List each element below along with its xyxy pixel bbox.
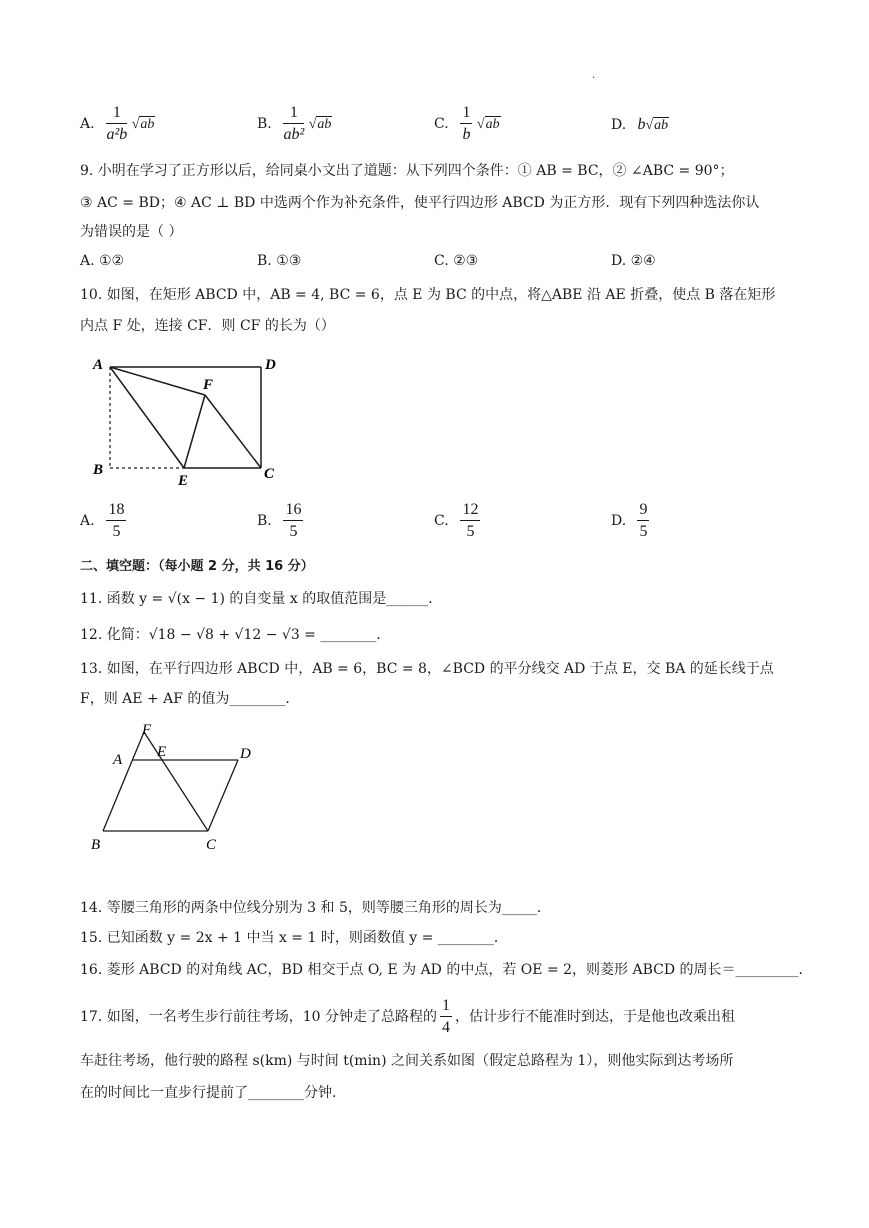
q10-line-1: 10. 如图，在矩形 ABCD 中，AB = 4, BC = 6，点 E 为 BC 的中点，将△ABE 沿 AE 折叠，使点 B 落在矩形: [80, 287, 776, 303]
segment-dc: [208, 760, 238, 831]
q14: 14. 等腰三角形的两条中位线分别为 3 和 5，则等腰三角形的周长为_____．: [80, 900, 551, 916]
radicand: ab: [485, 117, 500, 132]
label-b: B: [93, 462, 104, 478]
fraction: [440, 998, 452, 1036]
q13-line-2: F，则 AE + AF 的值为________．: [80, 691, 300, 707]
fraction: [460, 502, 480, 540]
label-a: A: [93, 357, 104, 373]
numerator: 16: [283, 502, 303, 521]
option-label: A.: [80, 513, 95, 529]
radicand: ab: [140, 117, 155, 132]
q15: 15. 已知函数 y = 2x + 1 中当 x = 1 时，则函数值 y = ________．: [80, 930, 508, 946]
fraction: [637, 502, 649, 540]
numerator: 18: [106, 502, 126, 521]
segment-fc: [205, 395, 261, 468]
option-label: D.: [611, 117, 627, 133]
coefficient: b: [637, 116, 646, 133]
label-e: E: [178, 473, 189, 489]
label-f: F: [203, 377, 214, 393]
q9-option-d: D. ②④: [611, 253, 656, 269]
label-d: D: [240, 746, 251, 762]
radicand: ab: [317, 117, 332, 132]
q17-line-3: 在的时间比一直步行提前了________分钟．: [80, 1085, 346, 1101]
header-dot: .: [592, 70, 596, 81]
option-label: B.: [257, 513, 272, 529]
denominator: ab²: [283, 126, 305, 143]
q11: 11. 函数 y = √(x − 1) 的自变量 x 的取值范围是______．: [80, 591, 443, 607]
numerator: 9: [637, 502, 649, 521]
label-f: F: [142, 722, 152, 738]
numerator: 1: [106, 105, 127, 124]
q13-parallelogram-figure: [85, 718, 270, 858]
segment-fc: [144, 732, 208, 831]
fraction: [106, 105, 127, 143]
q9-option-b: B. ①③: [257, 253, 302, 269]
label-a: A: [113, 752, 123, 768]
q10-option-a: [80, 502, 126, 540]
option-label: C.: [434, 513, 449, 529]
label-d: D: [265, 357, 276, 373]
q17-line-1: [80, 998, 735, 1036]
numerator: 1: [460, 105, 472, 124]
q9-option-c: C. ②③: [434, 253, 479, 269]
fraction: [283, 502, 303, 540]
q8-option-b: [257, 105, 332, 143]
segment-fe: [184, 395, 205, 468]
label-c: C: [206, 837, 217, 853]
q17-text-pre: 17. 如图，一名考生步行前往考场，10 分钟走了总路程的: [80, 1009, 437, 1025]
numerator: 12: [460, 502, 480, 521]
option-label: A.: [80, 116, 95, 132]
denominator: 5: [639, 523, 648, 540]
q8-option-d: [611, 116, 669, 134]
option-label: C.: [434, 116, 449, 132]
q10-option-c: [434, 502, 480, 540]
sqrt: √ab: [308, 117, 332, 132]
denominator: 5: [112, 523, 121, 540]
sqrt: √ab: [645, 118, 669, 133]
segment-ae: [110, 367, 184, 468]
numerator: 1: [440, 998, 452, 1017]
q8-option-c: [434, 105, 501, 143]
sqrt: √ab: [131, 117, 155, 132]
label-c: C: [264, 466, 275, 482]
q9-option-a: A. ①②: [80, 253, 125, 269]
q10-line-2: 内点 F 处，连接 CF．则 CF 的长为（）: [80, 318, 335, 334]
label-e: E: [157, 744, 167, 760]
q9-line-3: 为错误的是（ ）: [80, 224, 183, 240]
q16: 16. 菱形 ABCD 的对角线 AC，BD 相交于点 O, E 为 AD 的中点，若 OE = 2，则菱形 ABCD 的周长＝_________．: [80, 962, 813, 978]
option-label: B.: [257, 116, 272, 132]
q9-line-1: 9. 小明在学习了正方形以后，给同桌小文出了道题：从下列四个条件：① AB = BC，② ∠ABC = 90°；: [80, 163, 734, 179]
q10-rectangle-figure: [85, 350, 285, 490]
label-b: B: [91, 837, 101, 853]
q13-line-1: 13. 如图，在平行四边形 ABCD 中，AB = 6，BC = 8，∠BCD 的平分线交 AD 于点 E，交 BA 的延长线于点: [80, 661, 774, 677]
denominator: a²b: [106, 126, 128, 143]
numerator: 1: [283, 105, 304, 124]
q10-option-d: [611, 502, 649, 540]
denominator: 4: [441, 1019, 450, 1036]
q17-text-post: ，估计步行不能准时到达，于是他也改乘出租: [454, 1009, 735, 1025]
q12: 12. 化简：√18 − √8 + √12 − √3 = ________．: [80, 627, 391, 643]
radicand: ab: [654, 118, 669, 133]
denominator: 5: [289, 523, 298, 540]
denominator: b: [462, 126, 471, 143]
segment-af: [110, 367, 205, 395]
q8-option-a: [80, 105, 155, 143]
denominator: 5: [466, 523, 475, 540]
section-heading: 二、填空题：（每小题 2 分，共 16 分）: [80, 559, 314, 574]
fraction: [106, 502, 126, 540]
sqrt: √ab: [476, 117, 500, 132]
q9-line-2: ③ AC = BD；④ AC ⊥ BD 中选两个作为补充条件，使平行四边形 ABCD 为正方形．现有下列四种选法你认: [80, 195, 760, 211]
segment-bf: [103, 732, 144, 831]
fraction: [460, 105, 472, 143]
q17-line-2: 车赶往考场，他行驶的路程 s(km) 与时间 t(min) 之间关系如图（假定总路程为 1），则他实际到达考场所: [80, 1053, 734, 1069]
fraction: [283, 105, 304, 143]
option-label: D.: [611, 513, 627, 529]
q10-option-b: [257, 502, 303, 540]
